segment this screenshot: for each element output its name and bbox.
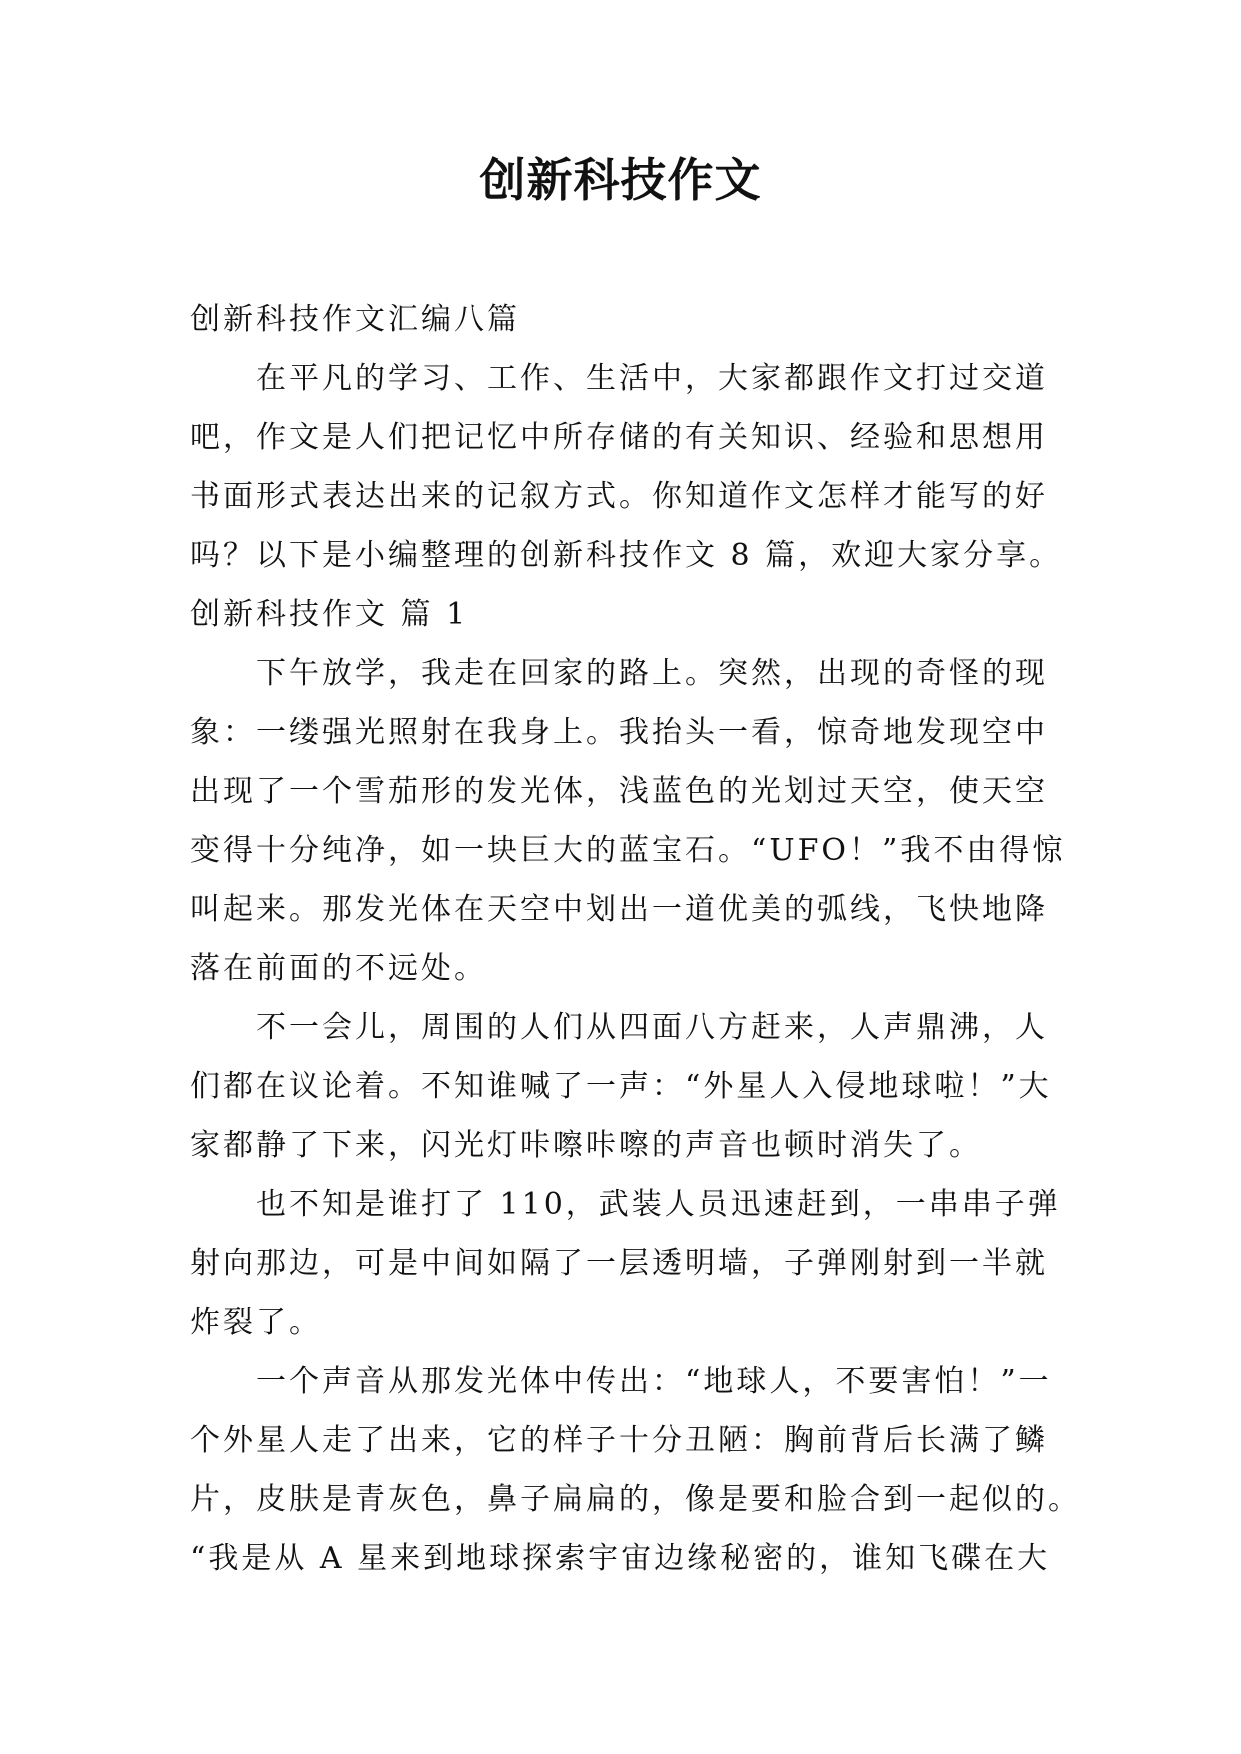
paragraph-line: 家都静了下来，闪光灯咔嚓咔嚓的声音也顿时消失了。	[190, 1128, 982, 1163]
paragraph-line: 吗？以下是小编整理的创新科技作文 8 篇，欢迎大家分享。	[190, 538, 1063, 573]
subtitle-line: 创新科技作文汇编八篇	[190, 302, 520, 337]
paragraph-line: 下午放学，我走在回家的路上。突然，出现的奇怪的现	[256, 656, 1048, 691]
paragraph-line: 片，皮肤是青灰色，鼻子扁扁的，像是要和脸合到一起似的。	[190, 1482, 1081, 1517]
paragraph-line: 个外星人走了出来，它的样子十分丑陋：胸前背后长满了鳞	[190, 1423, 1048, 1458]
paragraph-line: 炸裂了。	[190, 1305, 322, 1340]
paragraph-line: 落在前面的不远处。	[190, 951, 487, 986]
paragraph-line: 不一会儿，周围的人们从四面八方赶来，人声鼎沸，人	[256, 1010, 1048, 1045]
paragraph-line: 一个声音从那发光体中传出：“地球人，不要害怕！”一	[256, 1364, 1052, 1399]
paragraph-line: 书面形式表达出来的记叙方式。你知道作文怎样才能写的好	[190, 479, 1048, 514]
paragraph-line: 们都在议论着。不知谁喊了一声：“外星人入侵地球啦！”大	[190, 1069, 1052, 1104]
document-body	[190, 290, 1081, 1588]
section-heading: 创新科技作文 篇 1	[190, 597, 469, 632]
paragraph-line: 叫起来。那发光体在天空中划出一道优美的弧线，飞快地降	[190, 892, 1048, 927]
document-title: 创新科技作文	[479, 153, 762, 207]
paragraph-line: 变得十分纯净，如一块巨大的蓝宝石。“UFO！”我不由得惊	[190, 833, 1066, 868]
paragraph-line: 出现了一个雪茄形的发光体，浅蓝色的光划过天空，使天空	[190, 774, 1048, 809]
paragraph-line: 射向那边，可是中间如隔了一层透明墙，子弹刚射到一半就	[190, 1246, 1048, 1281]
paragraph-line: “我是从 A 星来到地球探索宇宙边缘秘密的，谁知飞碟在大	[190, 1541, 1051, 1576]
paragraph-line: 象：一缕强光照射在我身上。我抬头一看，惊奇地发现空中	[190, 715, 1048, 750]
paragraph-line: 吧，作文是人们把记忆中所存储的有关知识、经验和思想用	[190, 420, 1048, 455]
paragraph-line: 也不知是谁打了 110，武装人员迅速赶到，一串串子弹	[256, 1187, 1061, 1222]
paragraph-line: 在平凡的学习、工作、生活中，大家都跟作文打过交道	[256, 361, 1048, 396]
